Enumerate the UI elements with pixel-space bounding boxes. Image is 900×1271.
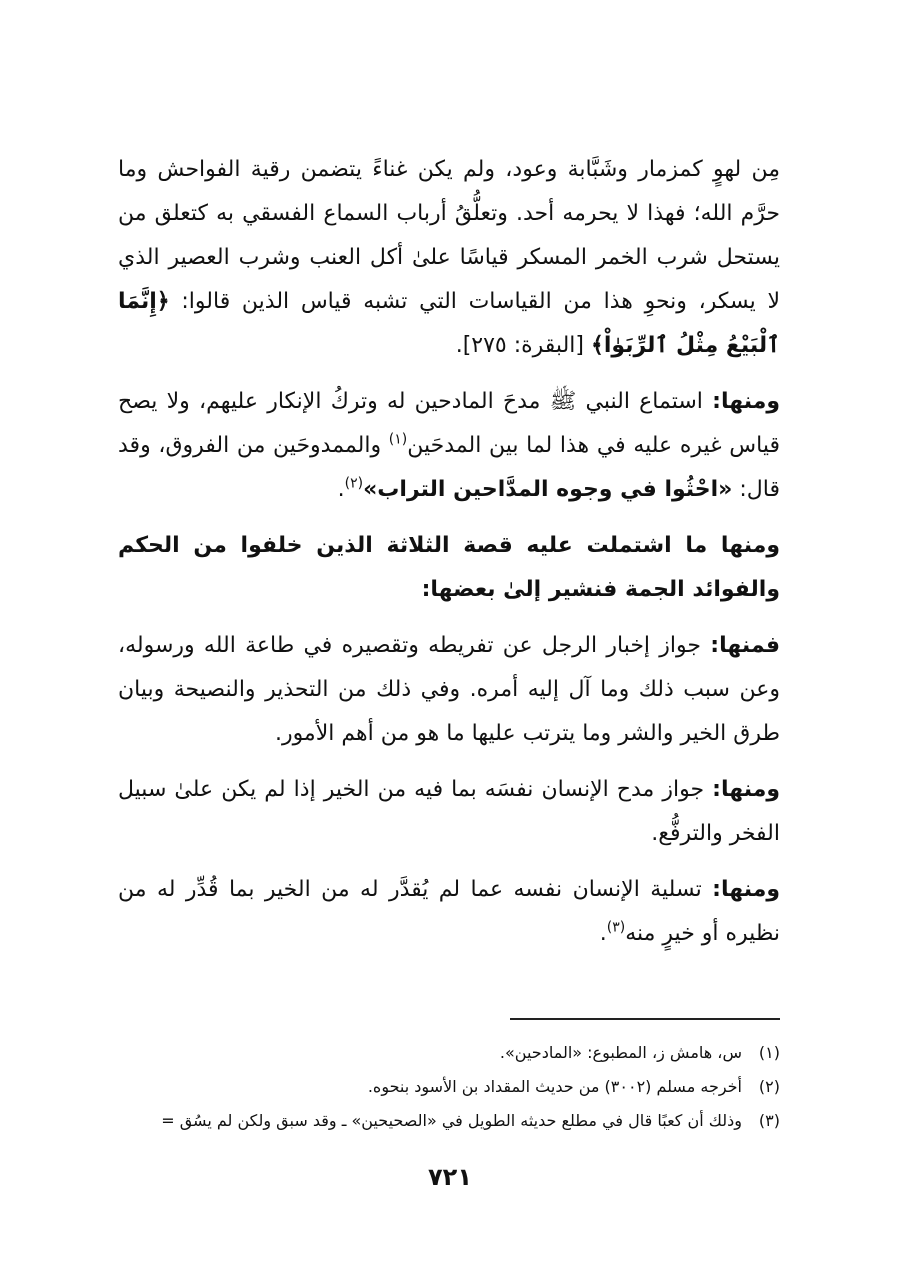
main-text xyxy=(118,148,780,968)
footnote-3 xyxy=(118,1104,780,1138)
quran-reference: [البقرة: ٢٧٥]. xyxy=(455,333,591,358)
footnote-number: (٣) xyxy=(758,1111,780,1130)
paragraph-3: ومنها ما اشتملت عليه قصة الثلاثة الذين خلفوا من الحكم والفوائد الجمة فنشير إلىٰ بعضها: xyxy=(118,533,780,602)
footnote-separator xyxy=(510,1018,780,1020)
paragraph-1 xyxy=(118,148,780,368)
paragraph-2-end: . xyxy=(337,477,345,502)
paragraph-2-text-a: استماع النبي ﷺ مدحَ المادحين له وتركُ الإنكار عليهم، ولا يصح قياس غيره عليه في هذا لما بين المدحَين xyxy=(118,389,781,458)
footnote-2 xyxy=(118,1070,780,1104)
paragraph-2 xyxy=(118,380,780,512)
paragraph-4 xyxy=(118,624,780,756)
paragraph-4-lead: فمنها: xyxy=(710,633,780,658)
footnote-number: (١) xyxy=(758,1043,780,1062)
paragraph-4-text: جواز إخبار الرجل عن تفريطه وتقصيره في طاعة الله ورسوله، وعن سبب ذلك وما آل إليه أمره. وفي ذلك من التحذير والنصيحة وبيان طرق الخير والشر وما يترتب عليها ما هو من أهم الأمور. xyxy=(118,633,780,746)
paragraph-6-end: . xyxy=(599,921,607,946)
footnote-number: (٢) xyxy=(758,1077,780,1096)
hadith-quote: «احْثُوا في وجوه المدَّاحين التراب» xyxy=(363,477,733,502)
quran-verse: ﴿إِنَّمَا ٱلْبَيْعُ مِثْلُ ٱلرِّبَوٰاْ﴾ xyxy=(118,289,780,358)
footnote-1 xyxy=(118,1036,780,1070)
paragraph-6-lead: ومنها: xyxy=(712,877,780,902)
paragraph-2-text-b: والممدوحَين من الفروق، وقد قال: xyxy=(118,433,780,502)
footnotes xyxy=(118,1036,780,1138)
paragraph-5-text: جواز مدح الإنسان نفسَه بما فيه من الخير إذا لم يكن علىٰ سبيل الفخر والترفُّع. xyxy=(118,777,780,846)
footnote-marker-2[interactable]: (٢) xyxy=(344,475,364,492)
paragraph-5-lead: ومنها: xyxy=(712,777,780,802)
footnote-marker-3[interactable]: (٣) xyxy=(606,919,626,936)
paragraph-6 xyxy=(118,868,780,956)
page-number: ٧٢١ xyxy=(428,1163,472,1191)
footnote-text: س، هامش ز، المطبوع: «المادحين». xyxy=(499,1043,742,1062)
footnote-text: وذلك أن كعبًا قال في مطلع حديثه الطويل في «الصحيحين» ـ وقد سبق ولكن لم يسُق = xyxy=(161,1111,742,1130)
paragraph-6-text: تسلية الإنسان نفسه عما لم يُقدَّر له من الخير بما قُدِّر له من نظيره أو خيرٍ منه xyxy=(118,877,780,946)
paragraph-2-lead: ومنها: xyxy=(712,389,780,414)
footnote-text: أخرجه مسلم (٣٠٠٢) من حديث المقداد بن الأسود بنحوه. xyxy=(367,1077,742,1096)
paragraph-1-text: مِن لهوٍ كمزمار وشَبَّابة وعود، ولم يكن غناءً يتضمن رقية الفواحش وما حرَّم الله؛ فهذا لا يحرمه أحد. وتعلُّقُ أرباب السماع الفسقي به كتعلق من يستحل شرب الخمر المسكر قياسًا علىٰ أكل العنب وشرب العصير الذي لا يسكر، ونحوِ هذا من القياسات التي تشبه قياس الذين قالوا: xyxy=(118,157,780,314)
paragraph-5 xyxy=(118,768,780,856)
footnote-marker-1[interactable]: (١) xyxy=(388,431,408,448)
